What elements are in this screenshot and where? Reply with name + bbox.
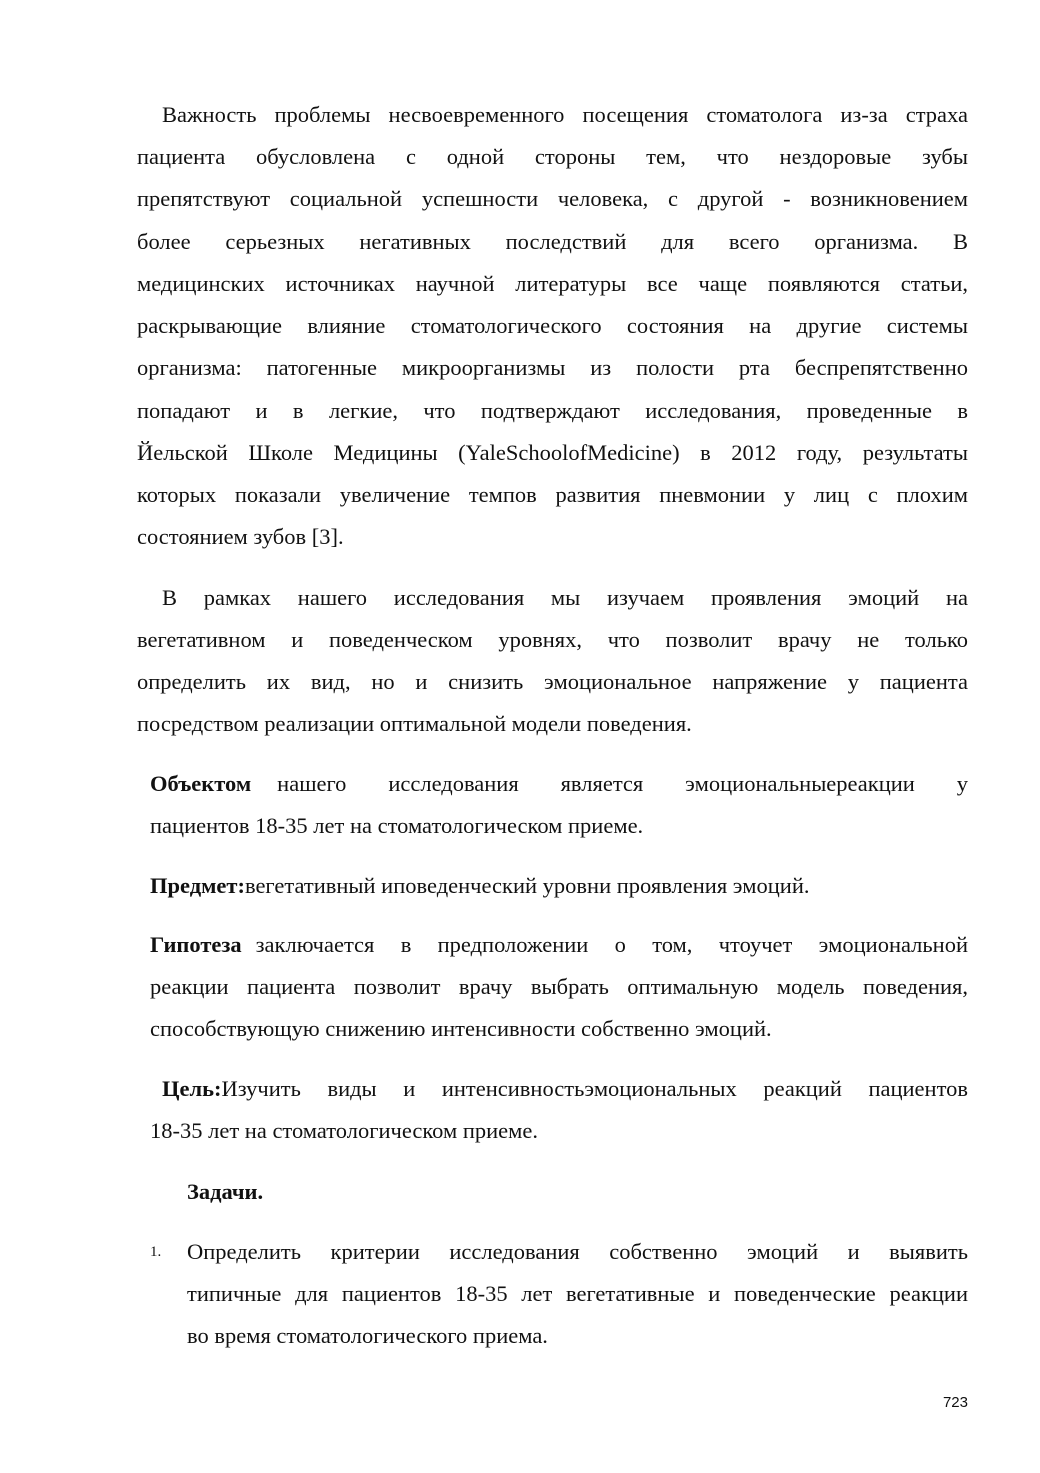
- hypothesis-text: заключается в предположении о том, чтоучет эмоциональной: [255, 932, 968, 957]
- task-number: 1.: [150, 1244, 162, 1260]
- text-line: которых показали увеличение темпов развития пневмонии у лиц с плохим: [137, 482, 968, 507]
- text-line: Определить критерии исследования собственно эмоций и выявить: [187, 1239, 968, 1264]
- object-label: Объектом: [150, 771, 252, 796]
- text-line: организма: патогенные микроорганизмы из полости рта беспрепятственно: [137, 355, 968, 380]
- text-line: Йельской Школе Медицины (YaleSchoolofMedicine) в 2012 году, результаты: [137, 440, 968, 465]
- text-line: во время стоматологического приема.: [187, 1323, 548, 1348]
- text-line: пациента обусловлена с одной стороны тем, что нездоровые зубы: [137, 144, 968, 169]
- text-line: препятствуют социальной успешности человека, с другой - возникновением: [137, 186, 968, 211]
- hypothesis-label: Гипотеза: [150, 932, 242, 957]
- text-line: медицинских источниках научной литературы все чаще появляются статьи,: [137, 271, 968, 296]
- goal-text: Изучить виды и интенсивностьэмоциональных реакций пациентов: [221, 1076, 968, 1101]
- text-line: состоянием зубов [3].: [137, 524, 344, 549]
- text-line: посредством реализации оптимальной модели поведения.: [137, 711, 692, 736]
- text-line: раскрывающие влияние стоматологического состояния на другие системы: [137, 313, 968, 338]
- text-line: реакции пациента позволит врачу выбрать оптимальную модель поведения,: [150, 974, 968, 999]
- hypothesis-first-line: [150, 930, 968, 960]
- goal-label: Цель:: [162, 1076, 222, 1101]
- text-line: Важность проблемы несвоевременного посещения стоматолога из-за страха: [162, 102, 968, 127]
- object-first-line: [150, 769, 968, 799]
- text-line: типичные для пациентов 18-35 лет вегетативные и поведенческие реакции: [187, 1281, 968, 1306]
- text-line: В рамках нашего исследования мы изучаем проявления эмоций на: [162, 585, 968, 610]
- text-line: определить их вид, но и снизить эмоциональное напряжение у пациента: [137, 669, 968, 694]
- paragraph-subject: [150, 871, 810, 901]
- object-text: нашего исследования является эмоциональныереакции у: [277, 771, 968, 796]
- subject-label: Предмет:: [150, 873, 245, 898]
- text-line: вегетативном и поведенческом уровнях, что позволит врачу не только: [137, 627, 968, 652]
- goal-first-line: [162, 1074, 968, 1104]
- text-line: более серьезных негативных последствий для всего организма. В: [137, 229, 968, 254]
- text-line: 18-35 лет на стоматологическом приеме.: [150, 1118, 539, 1143]
- text-line: попадают и в легкие, что подтверждают исследования, проведенные в: [137, 398, 968, 423]
- text-line: способствующую снижению интенсивности собственно эмоций.: [150, 1016, 772, 1041]
- subject-text: вегетативный иповеденческий уровни проявления эмоций.: [244, 873, 810, 898]
- text-line: пациентов 18-35 лет на стоматологическом приеме.: [150, 813, 644, 838]
- tasks-heading: Задачи.: [187, 1179, 264, 1204]
- page-number: 723: [942, 1394, 968, 1411]
